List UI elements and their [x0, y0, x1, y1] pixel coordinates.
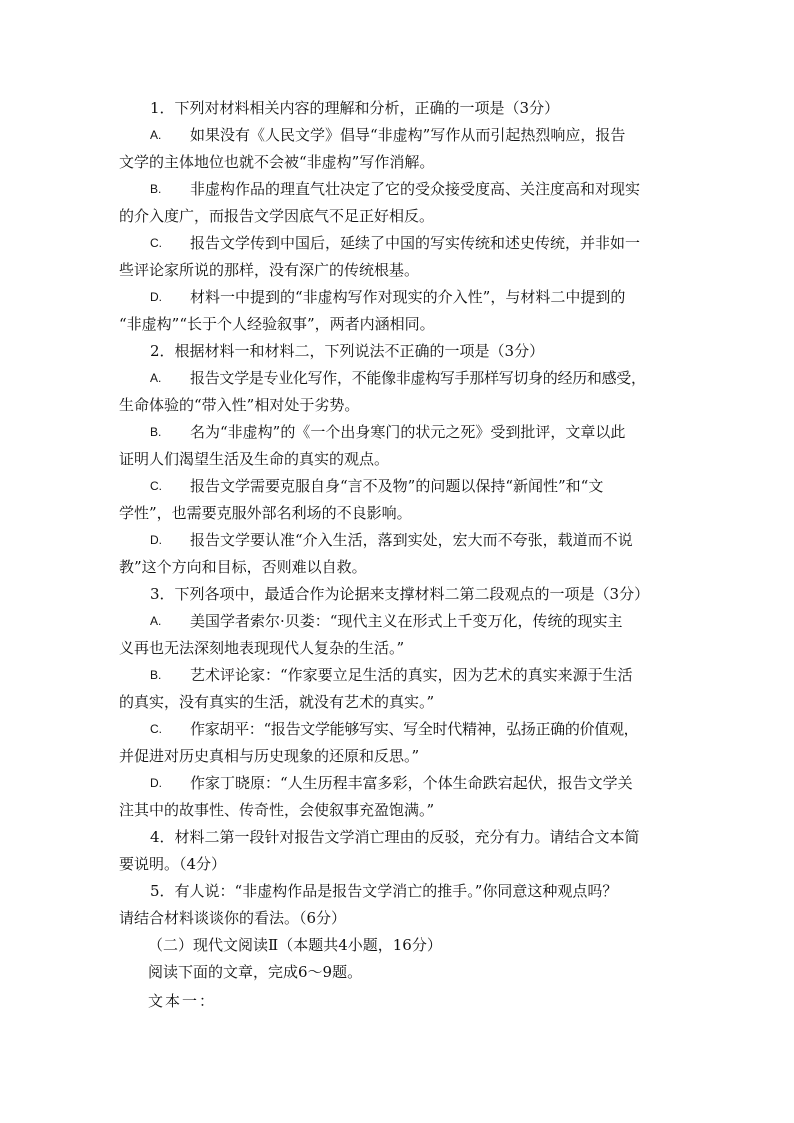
- q4-line2: 要说明。（4分）: [119, 855, 227, 873]
- q2-option-c-line2: 学性”，也需要克服外部名利场的不良影响。: [119, 504, 412, 522]
- q3-option-b-line2: 的真实，没有真实的生活，就没有艺术的真实。”: [119, 693, 435, 711]
- q1-option-c-letter: C.: [150, 236, 162, 250]
- q3-option-c-line1: 作家胡平：“报告文学能够写实、写全时代精神，弘扬正确的价值观，: [190, 720, 639, 738]
- q3-option-c-letter: C.: [150, 722, 162, 736]
- q1-option-a-letter: A.: [150, 128, 162, 142]
- q1-option-d-letter: D.: [150, 290, 162, 304]
- q1-option-d-line2: “非虚构”“长于个人经验叙事”，两者内涵相同。: [119, 315, 435, 333]
- q2-option-d-line1: 报告文学要认准“介入生活，落到实处，宏大而不夸张，载道而不说: [190, 531, 633, 549]
- q3-option-b-line1: 艺术评论家：“作家要立足生活的真实，因为艺术的真实来源于生活: [190, 666, 633, 684]
- q2-option-c-line1: 报告文学需要克服自身“言不及物”的问题以保持“新闻性”和“文: [190, 477, 604, 495]
- q1-option-b-line1: 非虚构作品的理直气壮决定了它的受众接受度高、关注度高和对现实: [190, 180, 641, 198]
- q5-line2: 请结合材料谈谈你的看法。（6分）: [119, 909, 347, 927]
- q3-stem: 3．下列各项中，最适合作为论据来支撑材料二第二段观点的一项是（3分）: [150, 585, 650, 603]
- q2-option-b-line1: 名为“非虚构”的《一个出身寒门的状元之死》受到批评，文章以此: [190, 423, 626, 441]
- q2-option-b-letter: B.: [150, 425, 162, 439]
- q2-option-a-line1: 报告文学是专业化写作，不能像非虚构写手那样写切身的经历和感受，: [190, 369, 646, 387]
- q3-option-a-letter: A.: [150, 614, 162, 628]
- q1-option-a-line1: 如果没有《人民文学》倡导“非虚构”写作从而引起热烈响应，报告: [190, 126, 626, 144]
- q2-option-d-line2: 教”这个方向和目标，否则难以自救。: [119, 558, 367, 576]
- q1-option-b-letter: B.: [150, 182, 162, 196]
- q1-stem: 1．下列对材料相关内容的理解和分析，正确的一项是（3分）: [150, 99, 560, 117]
- q2-option-b-line2: 证明人们渴望生活及生命的真实的观点。: [119, 450, 390, 468]
- q1-option-b-line2: 的介入度广，而报告文学因底气不足正好相反。: [119, 207, 435, 225]
- text-label: 文本一：: [148, 992, 217, 1010]
- q3-option-d-line1: 作家丁晓原：“人生历程丰富多彩，个体生命跌宕起伏，报告文学关: [190, 774, 633, 792]
- q3-option-d-line2: 注其中的故事性、传奇性，会使叙事充盈饱满。”: [119, 801, 435, 819]
- q1-option-c-line1: 报告文学传到中国后，延续了中国的写实传统和述史传统，并非如一: [190, 234, 641, 252]
- q3-option-c-line2: 并促进对历史真相与历史现象的还原和反思。”: [119, 747, 420, 765]
- q3-option-b-letter: B.: [150, 668, 162, 682]
- q1-option-d-line1: 材料一中提到的“非虚构写作对现实的介入性”，与材料二中提到的: [190, 288, 626, 306]
- q2-option-d-letter: D.: [150, 533, 162, 547]
- q3-option-a-line2: 义再也无法深刻地表现现代人复杂的生活。”: [119, 639, 405, 657]
- q2-option-c-letter: C.: [150, 479, 162, 493]
- q2-option-a-letter: A.: [150, 371, 162, 385]
- q2-stem: 2．根据材料一和材料二，下列说法不正确的一项是（3分）: [150, 342, 545, 360]
- q5-line1: 5．有人说：“非虚构作品是报告文学消亡的推手。”你同意这种观点吗？: [150, 882, 618, 900]
- q3-option-d-letter: D.: [150, 776, 162, 790]
- q2-option-a-line2: 生命体验的“带入性”相对处于劣势。: [119, 396, 360, 414]
- q3-option-a-line1: 美国学者索尔·贝娄：“现代主义在形式上千变万化，传统的现实主: [190, 612, 623, 630]
- section-heading: （二）现代文阅读Ⅱ（本题共4小题，16分）: [148, 936, 442, 954]
- q4-line1: 4．材料二第一段针对报告文学消亡理由的反驳，充分有力。请结合文本简: [150, 828, 640, 846]
- section-instruction: 阅读下面的文章，完成6～9题。: [148, 963, 363, 981]
- q1-option-c-line2: 些评论家所说的那样，没有深广的传统根基。: [119, 261, 420, 279]
- q1-option-a-line2: 文学的主体地位也就不会被“非虚构”写作消解。: [119, 153, 435, 171]
